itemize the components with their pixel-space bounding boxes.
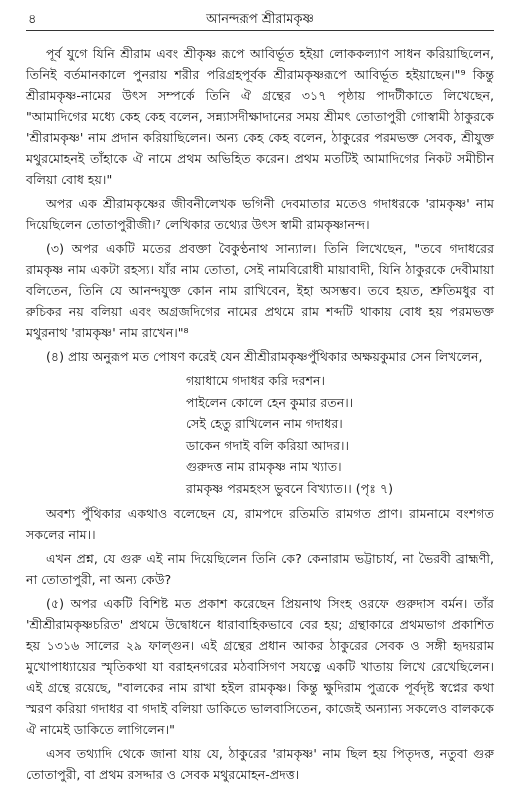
paragraph: পূর্ব যুগে যিনি শ্রীরাম এবং শ্রীকৃষ্ণ রূপে আবির্ভূত হইয়া লোককল্যাণ সাধন করিয়াছিলেন, তিনিই বর্তমানকালে পুনরায় শরীর পরিগ্রহপূর্বক শ্রীরামকৃষ্ণরূপে আবির্ভূত হইয়াছেন।"⁹ কিন্তু শ্রীরামকৃষ্ণ-নামের উৎস সম্পর্কে তিনি ঐ গ্রন্থের ৩১৭ পৃষ্ঠায় পাদটীকাতে লিখেছেন, "আমাদিগের মধ্যে কেহ কেহ বলেন, সন্ন্যাসদীক্ষাদানের সময় শ্রীমৎ তোতাপুরী গোস্বামী ঠাকুরকে 'শ্রীরামকৃষ্ণ' নাম প্রদান করিয়াছিলেন। অন্য কেহ কেহ বলেন, ঠাকুরের পরমভক্ত সেবক, শ্রীযুক্ত মথুরমোহনই তাঁহাকে ঐ নামে প্রথম অভিহিত করেন। প্রথম মতটিই আমাদিগের নিকট সমীচীন বলিয়া বোধ হয়।" [26, 46, 494, 187]
running-title: আনন্দরূপ শ্রীরামকৃষ্ণ [206, 12, 314, 27]
page-header [26, 8, 494, 31]
body-text [26, 43, 494, 785]
verse-line: গুরুদত্ত নাম রামকৃষ্ণ নাম খ্যাত। [186, 459, 342, 474]
verse-quote [26, 370, 494, 499]
verse-line: পাইলেন কোলে হেন কুমার রতন।। [186, 394, 354, 410]
paragraph: এখন প্রশ্ন, যে গুরু এই নাম দিয়েছিলেন তিনি কে? কেনারাম ভট্টাচার্য, না ভৈরবী ব্রাহ্মণী, না তোতাপুরী, না অন্য কেউ? [26, 551, 494, 587]
verse-line: সেই হেতু রাখিলেন নাম গদাধর। [186, 416, 343, 431]
page-number: ৪ [28, 12, 37, 27]
paragraph: (৪) প্রায় অনুরূপ মত পোষণ করেই যেন শ্রীশ্রীরামকৃষ্ণপুঁথিকার অক্ষয়কুমার সেন লিখলেন, [46, 349, 483, 364]
paragraph: অপর এক শ্রীরামকৃষ্ণের জীবনীলেখক ভগিনী দেবমাতার মতেও গদাধরকে 'রামকৃষ্ণ' নাম দিয়েছিলেন তোতাপুরীজী।⁷ লেখিকার তথ্যের উৎস স্বামী রামকৃষ্ণানন্দ। [26, 196, 494, 232]
verse-line: গয়াধামে গদাধর করি দরশন। [186, 373, 325, 388]
paragraph: (৩) অপর একটি মতের প্রবক্তা বৈকুণ্ঠনাথ সান্যাল। তিনি লিখেছেন, "তবে গদাধরের রামকৃষ্ণ নাম একটা রহস্য। যাঁর নাম তোতা, সেই নামবিরোধী মায়াবাদী, যিনি ঠাকুরকে দেবীমায়া বলিতেন, তিনি যে আনন্দযুক্ত কোন নাম রাখিবেন, ইহা অসম্ভব। তবে হয়ত, শ্রুতিমধুর বা রুচিকর নয় বলিয়া এবং অগ্রজদিগের নামের প্রথমে রাম শব্দটি থাকায় বোধ হয় পরমভক্ত মথুরনাথ 'রামকৃষ্ণ' নাম রাখেন।"⁸ [26, 241, 494, 340]
verse-line: ডাকেন গদাই বলি করিয়া আদর।। [186, 437, 350, 453]
paragraph: (৫) অপর একটি বিশিষ্ট মত প্রকাশ করেছেন প্রিয়নাথ সিংহ ওরফে গুরুদাস বর্মন। তাঁর 'শ্রীশ্রীরামকৃষ্ণচরিত' প্রথমে উদ্বোধনে ধারাবাহিকভাবে বের হয়; গ্রন্থাকারে প্রথমভাগ প্রকাশিত হয় ১৩১৬ সালের ২৯ ফাল্গুন। এই গ্রন্থের প্রধান আকর ঠাকুরের সেবক ও সঙ্গী হৃদয়রাম মুখোপাধ্যায়ের স্মৃতিকথা যা বরাহনগরের মঠবাসিগণ সযত্নে একটি খাতায় লিখে রেখেছিলেন। এই গ্রন্থে রয়েছে, "বালকের নাম রাখা হইল রামকৃষ্ণ। কিন্তু ক্ষুদিরাম পুত্রকে পূর্বদৃষ্ট স্বপ্নের কথা স্মরণ করিয়া গদাধর বা গদাই বলিয়া ডাকিতে ভালবাসিতেন, কাজেই অন্যান্য সকলেও বালককে ঐ নামেই ডাকিতে লাগিলেন।" [26, 596, 494, 737]
paragraph: অবশ্য পুঁথিকার একথাও বলেছেন যে, রামপদে রতিমতি রামগত প্রাণ। রামনামে বংশগত সকলের নাম।। [26, 506, 494, 542]
paragraph: এসব তথ্যাদি থেকে জানা যায় যে, ঠাকুরের 'রামকৃষ্ণ' নাম ছিল হয় পিতৃদত্ত, নতুবা গুরু তোতাপুরী, বা প্রথম রসদ্দার ও সেবক মথুরমোহন-প্রদত্ত। [26, 746, 494, 782]
verse-line: রামকৃষ্ণ পরমহংস ভুবনে বিখ্যাত।। (পৃঃ ৭) [186, 480, 394, 496]
